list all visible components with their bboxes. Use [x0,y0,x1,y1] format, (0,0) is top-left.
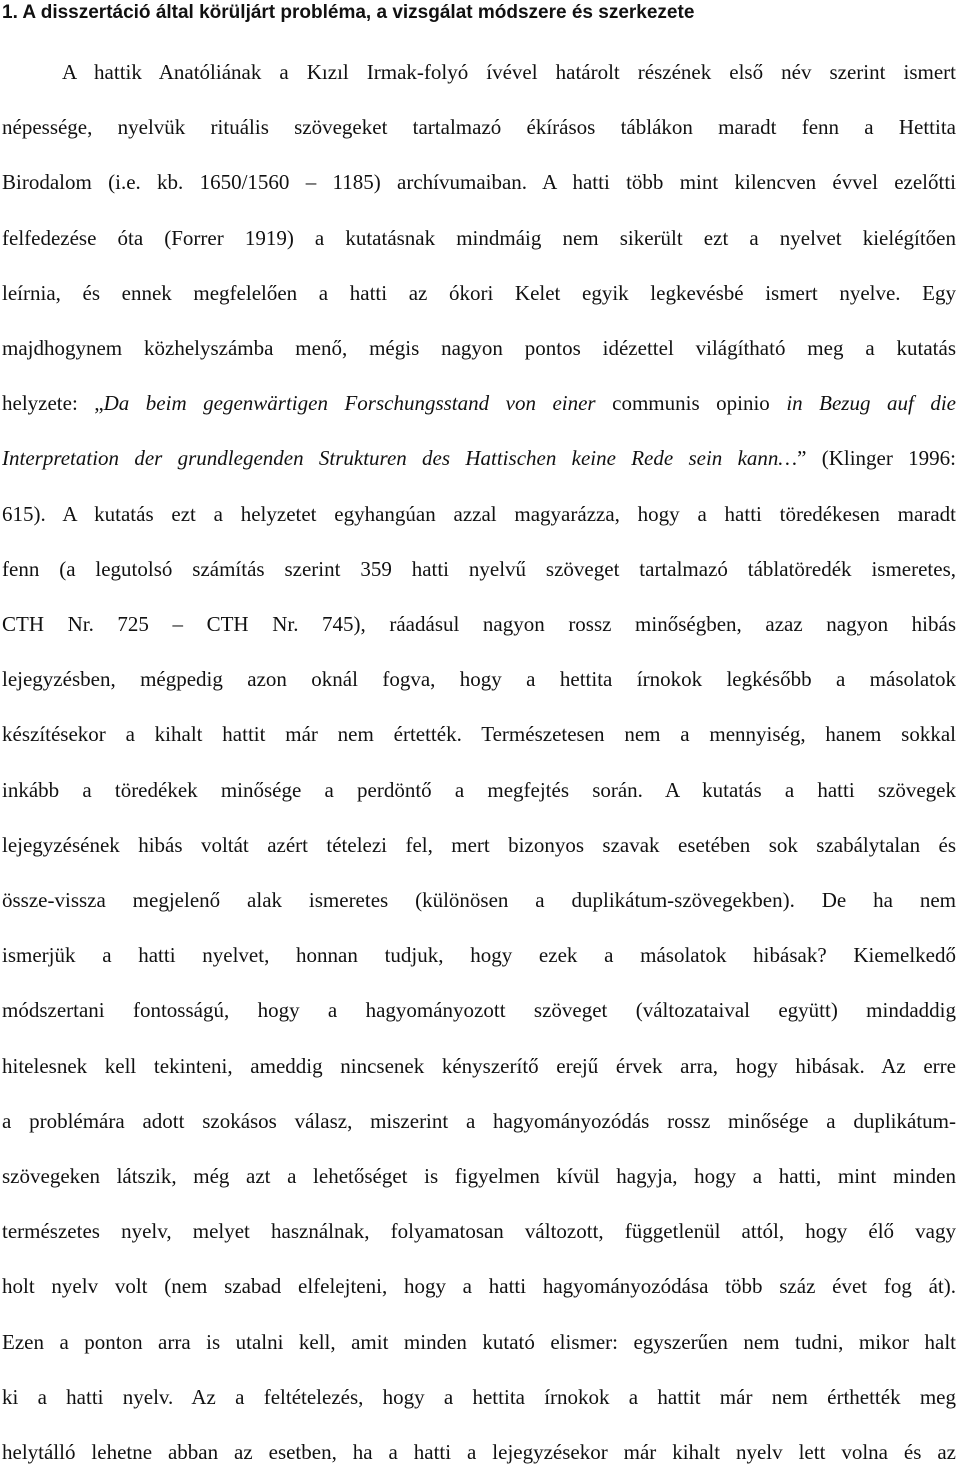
text-line [2,818,956,873]
text-segment: készítésekor a kihalt hattit már nem értették. Természetesen nem a mennyiség, hanem sokkal [2,722,956,747]
italic-text-segment: Da beim gegenwärtigen Forschungsstand von einer [103,391,596,416]
text-line [2,1370,956,1425]
text-line [2,487,956,542]
text-line [2,597,956,652]
text-segment: fenn (a legutolsó számítás szerint 359 hatti nyelvű szöveget tartalmazó táblatöredék ismeretes, [2,556,956,581]
text-segment: felfedezése óta (Forrer 1919) a kutatásnak mindmáig nem sikerült ezt a nyelvet kielégítően [2,225,956,250]
italic-text-segment: Interpretation der grundlegenden Strukturen des Hattischen keine Rede sein kann… [2,446,798,471]
text-segment: Birodalom (i.e. kb. 1650/1560 – 1185) archívumaiban. A hatti több mint kilencven évvel ezelőtti [2,170,956,195]
italic-text-segment: in Bezug auf die [786,391,956,416]
text-segment: Ezen a ponton arra is utalni kell, amit minden kutató elismer: egyszerűen nem tudni, mikor halt [2,1329,956,1354]
text-line [2,983,956,1038]
text-segment: ismerjük a hatti nyelvet, honnan tudjuk, hogy ezek a másolatok hibásak? Kiemelkedő [2,943,956,968]
text-segment: népessége, nyelvük rituális szövegeket tartalmazó ékírásos táblákon maradt fenn a Hettita [2,115,956,140]
text-line [2,266,956,321]
text-segment: inkább a töredékek minősége a perdöntő a megfejtés során. A kutatás a hatti szövegek [2,777,956,802]
text-segment: hitelesnek kell tekinteni, ameddig nincsenek kényszerítő erejű érvek arra, hogy hibásak. Az erre [2,1053,956,1078]
text-segment: 615). A kutatás ezt a helyzetet egyhangúan azzal magyarázza, hogy a hatti töredékesen maradt [2,501,956,526]
text-line [2,1204,956,1259]
text-line [2,542,956,597]
text-line [2,707,956,762]
text-segment: helyzete: „ [2,391,104,416]
text-segment: a problémára adott szokásos válasz, miszerint a hagyományozódás rossz minősége a duplikátum- [2,1108,956,1133]
text-segment: ” (Klinger 1996: [797,446,956,471]
text-line [2,763,956,818]
text-line [2,1259,956,1314]
text-segment: communis opinio [595,391,787,416]
text-segment: módszertani fontosságú, hogy a hagyományozott szöveget (változataival együtt) mindaddig [2,998,956,1023]
section-heading: 1. A disszertáció által körüljárt probléma, a vizsgálat módszere és szerkezete [2,2,695,23]
text-segment: leírnia, és ennek megfelelően a hatti az ókori Kelet egyik legkevésbé ismert nyelve. Egy [2,280,956,305]
text-segment: össze-vissza megjelenő alak ismeretes (különösen a duplikátum-szövegekben). De ha nem [2,888,956,913]
text-segment: szövegeken látszik, még azt a lehetőséget is figyelmen kívül hagyja, hogy a hatti, mint minden [2,1164,956,1189]
text-line [2,1094,956,1149]
text-segment: természetes nyelv, melyet használnak, folyamatosan változott, függetlenül attól, hogy élő vagy [2,1219,956,1244]
text-line [2,873,956,928]
text-line [2,1039,956,1094]
text-segment: lejegyzésben, mégpedig azon oknál fogva, hogy a hettita írnokok legkésőbb a másolatok [2,667,956,692]
text-segment: A hattik Anatóliának a Kızıl Irmak-folyó ívével határolt részének első név szerint ismert [62,60,956,84]
body-paragraph [2,45,956,1480]
text-line [2,376,956,431]
text-segment: holt nyelv volt (nem szabad elfelejteni, hogy a hatti hagyományozódása több száz évet fog át). [2,1274,956,1299]
text-line [2,1315,956,1370]
text-line [2,1149,956,1204]
text-line [2,45,956,100]
text-line [2,431,956,486]
text-line [2,100,956,155]
text-segment: majdhogynem közhelyszámba menő, mégis nagyon pontos idézettel világítható meg a kutatás [2,336,956,361]
text-segment: helytálló lehetne abban az esetben, ha a hatti a lejegyzésekor már kihalt nyelv lett volna és az [2,1440,956,1465]
text-line [2,321,956,376]
text-line [2,155,956,210]
text-segment: ki a hatti nyelv. Az a feltételezés, hogy a hettita írnokok a hattit már nem érthették meg [2,1384,956,1409]
text-line [2,928,956,983]
text-line [2,211,956,266]
text-line [2,652,956,707]
text-segment: CTH Nr. 725 – CTH Nr. 745), ráadásul nagyon rossz minőségben, azaz nagyon hibás [2,612,956,637]
text-line [2,1425,956,1480]
text-segment: lejegyzésének hibás voltát azért tételezi fel, mert bizonyos szavak esetében sok szabálytalan és [2,832,956,857]
